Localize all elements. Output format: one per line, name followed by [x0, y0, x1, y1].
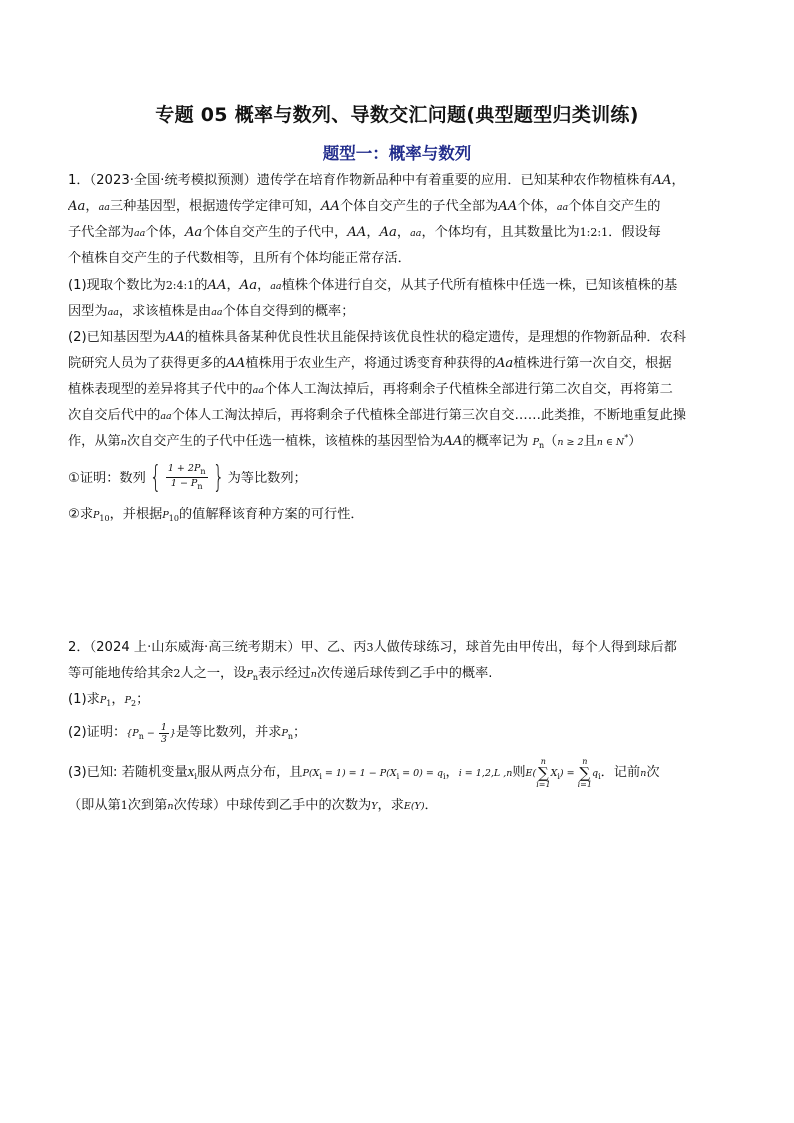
question-1 — [68, 168, 728, 528]
q1-part-1: (1)现取个数比为2:4:1的AA，Aa，aa植株个体进行自交，从其子代所有植株中任选一株，已知该植株的基 — [68, 277, 678, 293]
q1-part-2-l3: 植株表现型的差异将其子代中的aa个体人工淘汰掉后，再将剩余子代植株全部进行第二次自交，再将第二 — [68, 382, 673, 398]
q2-line-1: 2．（2024 上·山东威海·高三统考期末）甲、乙、丙3人做传球练习，球首先由甲传出，每个人得到球后都 — [68, 640, 677, 655]
page-title: 专题 05 概率与数列、导数交汇问题(典型题型归类训练) — [155, 104, 639, 126]
q2-part-2: (2)证明：{$P_n$ − $\frac{1}{3}$ }是等比数列，并求$P_n$； — [68, 722, 307, 746]
q1-part-2-l5: 作，从第n次自交产生的子代中任选一植株，该植株的基因型恰为AA的概率记为 $P_n(n \ge 2$且n ∈ N*） — [68, 433, 642, 451]
q1-part-2-l4: 次自交后代中的aa个体人工淘汰掉后，再将剩余子代植株全部进行第三次自交……此类推，不断地重复此操 — [68, 408, 686, 424]
section-heading: 题型一：概率与数列 — [322, 144, 472, 163]
q1-line-1: 1．（2023·全国·统考模拟预测）遗传学在培育作物新品种中有着重要的应用．已知某种农作物植株有AA， — [68, 173, 685, 188]
fraction: $\frac{1 + 2P_n}{1 - P_n}$ — [167, 463, 206, 492]
question-2 — [68, 635, 728, 820]
q2-part-3-cont: （即从第1次到第n次传球）中球传到乙手中的次数为Y，求E(Y)． — [68, 798, 438, 814]
q1-claim-1: ①证明：数列 { $\frac{1 + 2P_n}{1 - P_n}$ } 为等比数列； — [68, 459, 307, 495]
q2-line-2: 等可能地传给其余2人之一，设$P_n$表示经过n次传递后球传到乙手中的概率. — [68, 666, 493, 683]
q1-part-2-l2: 院研究人员为了获得更多的AA植株用于农业生产，将通过诱变育种获得的Aa植株进行第一次自交，根据 — [68, 355, 672, 371]
q1-line-2: Aa，aa三种基因型，根据遗传学定律可知，AA个体自交产生的子代全部为AA个体，aa个体自交产生的 — [68, 199, 661, 215]
q1-part-2: (2)已知基因型为AA的植株具备某种优良性状且能保持该优良性状的稳定遗传，是理想的作物新品种．农科 — [68, 329, 686, 345]
q2-part-3: (3)已知: 若随机变量$X_i$服从两点分布，且$P(X_i = 1) = 1 - P(X_i = 0) = q_i$，i = 1,2,L ,n则E(n ∑ $i=1X_i) = n$ ∑ $i=1q_i$．记前n次 — [68, 757, 660, 790]
q1-line-3: 子代全部为aa个体，Aa个体自交产生的子代中，AA，Aa，aa，个体均有，且其数量比为1:2:1．假设每 — [68, 225, 661, 241]
q2-part-1: (1)求$P_1$，$P_2$； — [68, 692, 150, 709]
q1-line-4: 个植株自交产生的子代数相等，且所有个体均能正常存活． — [68, 251, 411, 267]
q1-claim-2: ②求$P_{10}$，并根据$P_{10}$的值解释该育种方案的可行性． — [68, 506, 364, 523]
q1-part-1-cont: 因型为aa，求该植株是由aa个体自交得到的概率； — [68, 303, 355, 319]
